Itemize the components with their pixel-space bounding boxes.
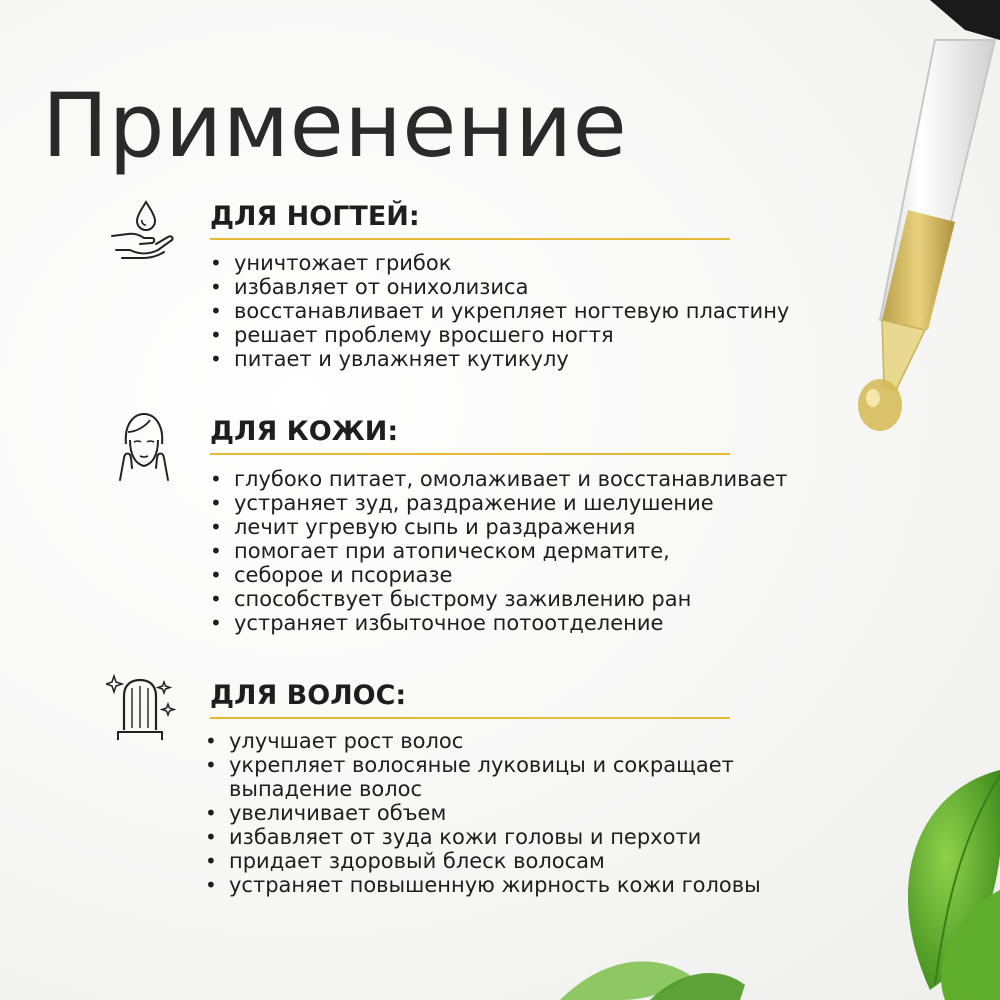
section-divider — [210, 717, 730, 719]
hair-sparkle-icon — [106, 674, 178, 742]
page-title: Применение — [42, 74, 628, 177]
list-item: • себорое и псориазе — [208, 563, 788, 587]
list-item: • улучшает рост волос — [203, 729, 843, 753]
list-item: • помогает при атопическом дерматите, — [208, 539, 788, 563]
section-divider — [210, 238, 730, 240]
list-item: • укрепляет волосяные луковицы и сокращает выпадение волос — [203, 753, 843, 801]
section-heading: ДЛЯ КОЖИ: — [210, 416, 399, 447]
list-item: • устраняет зуд, раздражение и шелушение — [208, 491, 788, 515]
hand-drop-icon — [108, 198, 176, 264]
section-heading: ДЛЯ НОГТЕЙ: — [210, 201, 420, 232]
list-item: • избавляет от зуда кожи головы и перхоти — [203, 825, 843, 849]
list-item: • лечит угревую сыпь и раздражения — [208, 515, 788, 539]
list-item: • питает и увлажняет кутикулу — [208, 347, 789, 371]
pipette-icon — [858, 0, 1000, 431]
list-item: • решает проблему вросшего ногтя — [208, 323, 789, 347]
list-item: • избавляет от онихолизиса — [208, 275, 789, 299]
section-heading: ДЛЯ ВОЛОС: — [210, 680, 407, 711]
list-item: • придает здоровый блеск волосам — [203, 849, 843, 873]
list-item: • способствует быстрому заживлению ран — [208, 587, 788, 611]
section-divider — [210, 453, 730, 455]
list-item: • уничтожает грибок — [208, 251, 789, 275]
list-item: • восстанавливает и укрепляет ногтевую пластину — [208, 299, 789, 323]
list-item: • устраняет избыточное потоотделение — [208, 611, 788, 635]
list-item: • глубоко питает, омолаживает и восстанавливает — [208, 467, 788, 491]
list-item: • увеличивает объем — [203, 801, 843, 825]
section-list — [208, 467, 788, 635]
list-item: • устраняет повышенную жирность кожи головы — [203, 873, 843, 897]
section-list — [208, 251, 789, 371]
face-icon — [114, 410, 174, 482]
section-list — [203, 729, 843, 897]
